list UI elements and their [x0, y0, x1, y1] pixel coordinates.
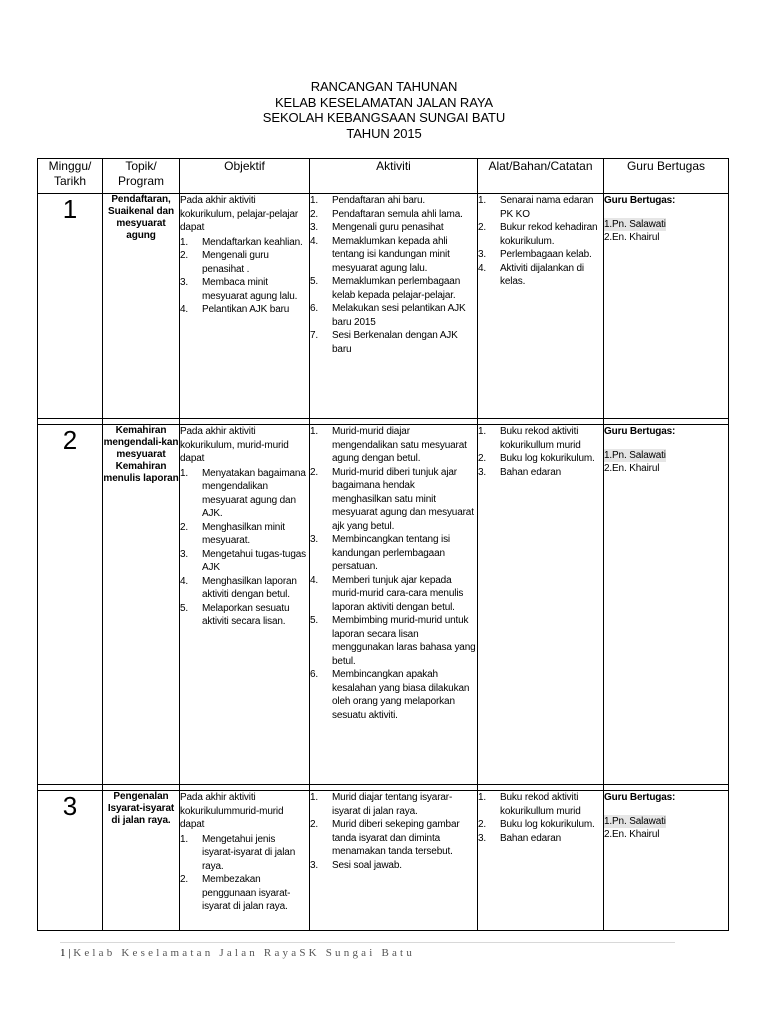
- header-aktiviti: Aktiviti: [310, 159, 478, 194]
- guru-name-1: 1.Pn. Salawati: [604, 449, 666, 461]
- objectives-cell-list: [180, 236, 309, 317]
- item-text: Mengenali guru penasihat: [332, 222, 444, 233]
- guru-line-1: [604, 218, 728, 232]
- table-row: [38, 194, 729, 419]
- guru-line-1: [604, 815, 728, 829]
- item-number: 1.: [310, 792, 319, 803]
- title-line-3: SEKOLAH KEBANGSAAN SUNGAI BATU: [262, 110, 506, 125]
- list-item: [310, 275, 477, 302]
- objective-intro: Pada akhir aktiviti kokurikulummurid-murid dapat: [180, 792, 284, 830]
- list-item: [310, 302, 477, 329]
- item-number: 2.: [180, 521, 189, 533]
- item-text: Buku rekod aktiviti kokurikullum murid: [500, 426, 581, 451]
- activities-cell-list: [310, 194, 477, 356]
- item-number: 3.: [180, 548, 189, 560]
- item-number: 2.: [478, 453, 487, 464]
- objectives-cell-list: [180, 833, 309, 914]
- item-text: Membincangkan apakah kesalahan yang biasa dilakukan oleh orang yang melaporkan sesuatu aktiviti.: [332, 669, 470, 721]
- document-title: [0, 79, 768, 141]
- header-minggu: [38, 159, 103, 194]
- item-number: 3.: [180, 277, 189, 288]
- guru-name-2: 2.En. Khairul: [604, 463, 660, 474]
- guru-line-2: [604, 231, 728, 245]
- item-text: Murid-murid diberi tunjuk ajar bagaimana hendak menghasilkan satu minit mesyuarat agung dan mesyuarat ajk yang betul.: [332, 466, 474, 532]
- list-item: [478, 818, 603, 832]
- item-number: 3.: [310, 859, 319, 871]
- footer-divider: [60, 942, 675, 943]
- guru-title: Guru Bertugas:: [604, 792, 676, 803]
- week-number: 3: [38, 791, 103, 931]
- item-text: Mengenali guru penasihat .: [202, 250, 269, 275]
- list-item: [310, 208, 477, 222]
- guru-spacer: [604, 439, 728, 449]
- objectives-cell: [180, 194, 310, 419]
- item-text: Menghasilkan minit mesyuarat.: [202, 521, 285, 546]
- item-text: Memaklumkan kepada ahli tentang isi kandungan minit mesyuarat agung lalu.: [332, 235, 450, 274]
- item-number: 3.: [310, 534, 319, 545]
- guru-line-1: [604, 449, 728, 463]
- list-item: [180, 467, 309, 521]
- list-item: [180, 873, 309, 914]
- objective-intro: Pada akhir aktiviti kokurikulum, pelajar-pelajar dapat: [180, 195, 299, 233]
- header-alat: Alat/Bahan/Catatan: [478, 159, 604, 194]
- list-item: [478, 262, 603, 289]
- item-number: 2.: [478, 819, 487, 830]
- week-number: 2: [38, 425, 103, 785]
- item-text: Pendaftaran semula ahli lama.: [332, 208, 463, 220]
- item-text: Buku log kokurikulum.: [500, 453, 595, 464]
- header-topik-text: Topik/: [125, 159, 157, 173]
- item-text: Bukur rekod kehadiran kokurikulum.: [500, 222, 598, 247]
- item-number: 4.: [180, 304, 189, 315]
- list-item: [310, 614, 477, 668]
- item-number: 7.: [310, 330, 319, 341]
- materials-cell: [478, 194, 604, 419]
- item-text: Membincangkan tentang isi kandungan perlembagaan persatuan.: [332, 534, 450, 572]
- item-number: 2.: [310, 208, 319, 220]
- item-text: Memaklumkan perlembagaan kelab kepada pelajar-pelajar.: [332, 276, 461, 301]
- item-number: 3.: [478, 249, 487, 260]
- list-item: [180, 249, 309, 276]
- header-minggu-text: Minggu/: [48, 159, 92, 173]
- item-number: 5.: [180, 602, 189, 614]
- item-text: Perlembagaan kelab.: [500, 249, 592, 260]
- item-text: Membimbing murid-murid untuk laporan secara lisan menggunakan laras bahasa yang betul.: [332, 615, 476, 667]
- objective-intro: Pada akhir aktiviti kokurikulum, murid-murid dapat: [180, 426, 289, 464]
- item-number: 2.: [180, 874, 189, 885]
- header-guru: Guru Bertugas: [604, 159, 729, 194]
- title-line-4: TAHUN 2015: [346, 125, 422, 141]
- list-item: [180, 575, 309, 602]
- guru-name-2: 2.En. Khairul: [604, 829, 660, 840]
- guru-line-2: [604, 828, 728, 842]
- item-text: Buku log kokurikulum.: [500, 819, 595, 830]
- guru-line-2: [604, 462, 728, 476]
- item-number: 1.: [310, 426, 319, 437]
- item-text: Murid-murid diajar mengendalikan satu mesyuarat agung dengan betul.: [332, 426, 467, 464]
- list-item: [180, 303, 309, 317]
- list-item: [478, 248, 603, 262]
- page-number: 1 |: [60, 947, 74, 959]
- list-item: [310, 466, 477, 534]
- title-line-2: KELAB KESELAMATAN JALAN RAYA: [274, 94, 494, 110]
- item-number: 1.: [478, 792, 487, 803]
- list-item: [478, 425, 603, 452]
- item-number: 4.: [180, 575, 189, 587]
- item-text: Melakukan sesi pelantikan AJK baru 2015: [332, 303, 466, 328]
- header-row: [38, 159, 729, 194]
- activities-cell: [310, 425, 478, 785]
- item-text: Mendaftarkan keahlian.: [202, 236, 303, 248]
- list-item: [180, 833, 309, 874]
- objectives-cell: [180, 425, 310, 785]
- list-item: [478, 194, 603, 221]
- guru-cell: [604, 791, 729, 931]
- materials-cell: [478, 425, 604, 785]
- list-item: [180, 548, 309, 575]
- item-text: Pelantikan AJK baru: [202, 304, 290, 315]
- item-text: Bahan edaran: [500, 466, 562, 478]
- item-text: Pendaftaran ahi baru.: [332, 195, 426, 206]
- guru-name-1: 1.Pn. Salawati: [604, 815, 666, 827]
- item-number: 6.: [310, 303, 319, 314]
- objectives-cell-list: [180, 467, 309, 629]
- guru-name-2: 2.En. Khairul: [604, 232, 660, 243]
- list-item: [310, 235, 477, 276]
- item-text: Memberi tunjuk ajar kepada murid-murid cara-cara menulis laporan aktiviti dengan betul.: [332, 574, 464, 613]
- plan-body: [38, 194, 729, 931]
- list-item: [310, 859, 477, 873]
- item-number: 1.: [478, 195, 487, 206]
- item-number: 1.: [310, 195, 319, 206]
- item-text: Sesi Berkenalan dengan AJK baru: [332, 330, 458, 355]
- list-item: [478, 452, 603, 466]
- materials-cell-list: [478, 425, 603, 479]
- guru-cell: [604, 194, 729, 419]
- list-item: [180, 602, 309, 629]
- item-text: Senarai nama edaran PK KO: [500, 195, 594, 220]
- item-number: 4.: [478, 262, 487, 274]
- activities-cell: [310, 791, 478, 931]
- guru-name-1: 1.Pn. Salawati: [604, 218, 666, 230]
- header-objektif: Objektif: [180, 159, 310, 194]
- list-item: [310, 425, 477, 466]
- item-number: 3.: [478, 466, 487, 478]
- list-item: [478, 221, 603, 248]
- item-text: Membezakan penggunaan isyarat-isyarat di jalan raya.: [202, 874, 291, 912]
- item-number: 4.: [310, 235, 319, 247]
- materials-cell: [478, 791, 604, 931]
- list-item: [180, 236, 309, 250]
- topic-cell: Kemahiran mengendali-kan mesyuarat Kemahiran menulis laporan: [103, 425, 180, 785]
- item-text: Bahan edaran: [500, 832, 562, 844]
- footer-text: Kelab Keselamatan Jalan RayaSK Sungai Batu: [73, 947, 416, 959]
- list-item: [180, 276, 309, 303]
- item-number: 5.: [310, 615, 319, 626]
- guru-title: Guru Bertugas:: [604, 195, 676, 206]
- item-number: 2.: [310, 466, 319, 478]
- header-topik: [103, 159, 180, 194]
- header-tarikh-text: Tarikh: [53, 174, 86, 188]
- item-number: 1.: [180, 467, 189, 479]
- item-text: Melaporkan sesuatu aktiviti secara lisan.: [202, 602, 290, 627]
- guru-spacer: [604, 208, 728, 218]
- materials-cell-list: [478, 791, 603, 845]
- week-number: 1: [38, 194, 103, 419]
- list-item: [310, 221, 477, 235]
- item-number: 2.: [310, 819, 319, 830]
- list-item: [310, 818, 477, 859]
- item-text: Membaca minit mesyuarat agung lalu.: [202, 277, 298, 302]
- activities-cell: [310, 194, 478, 419]
- item-number: 5.: [310, 276, 319, 287]
- list-item: [310, 329, 477, 356]
- guru-spacer: [604, 805, 728, 815]
- item-text: Mengetahui jenis isyarat-isyarat di jalan raya.: [202, 833, 296, 872]
- title-line-1: RANCANGAN TAHUNAN: [310, 79, 458, 94]
- list-item: [478, 832, 603, 846]
- item-text: Buku rekod aktiviti kokurikullum murid: [500, 792, 581, 817]
- objectives-cell: [180, 791, 310, 931]
- guru-cell: [604, 425, 729, 785]
- list-item: [180, 521, 309, 548]
- item-number: 2.: [478, 222, 487, 233]
- item-text: Aktiviti dijalankan di kelas.: [500, 262, 584, 287]
- item-number: 1.: [478, 426, 487, 437]
- list-item: [310, 791, 477, 818]
- topic-cell: Pengenalan Isyarat-isyarat di jalan raya.: [103, 791, 180, 931]
- item-text: Menghasilkan laporan aktiviti dengan betul.: [202, 575, 297, 600]
- item-number: 6.: [310, 669, 319, 680]
- item-number: 2.: [180, 250, 189, 261]
- item-number: 1.: [180, 833, 189, 845]
- item-text: Sesi soal jawab.: [332, 859, 402, 871]
- item-text: Murid diberi sekeping gambar tanda isyarat dan diminta menamakan tanda tersebut.: [332, 819, 460, 857]
- topic-cell: Pendaftaran, Suaikenal dan mesyuarat agung: [103, 194, 180, 419]
- item-number: 3.: [310, 222, 319, 233]
- guru-title: Guru Bertugas:: [604, 426, 676, 437]
- item-text: Menyatakan bagaimana mengendalikan mesyuarat agung dan AJK.: [202, 467, 306, 519]
- table-row: [38, 425, 729, 785]
- list-item: [478, 466, 603, 480]
- activities-cell-list: [310, 791, 477, 872]
- list-item: [478, 791, 603, 818]
- header-program-text: Program: [117, 174, 164, 188]
- plan-table: [37, 158, 729, 931]
- list-item: [310, 574, 477, 615]
- item-text: Mengetahui tugas-tugas AJK: [202, 548, 306, 573]
- materials-cell-list: [478, 194, 603, 289]
- list-item: [310, 668, 477, 722]
- table-row: [38, 791, 729, 931]
- item-text: Murid diajar tentang isyarar-isyarat di jalan raya.: [332, 792, 453, 817]
- item-number: 1.: [180, 236, 189, 248]
- list-item: [310, 194, 477, 208]
- page-footer: [60, 947, 415, 959]
- activities-cell-list: [310, 425, 477, 722]
- item-number: 3.: [478, 832, 487, 844]
- list-item: [310, 533, 477, 574]
- item-number: 4.: [310, 574, 319, 586]
